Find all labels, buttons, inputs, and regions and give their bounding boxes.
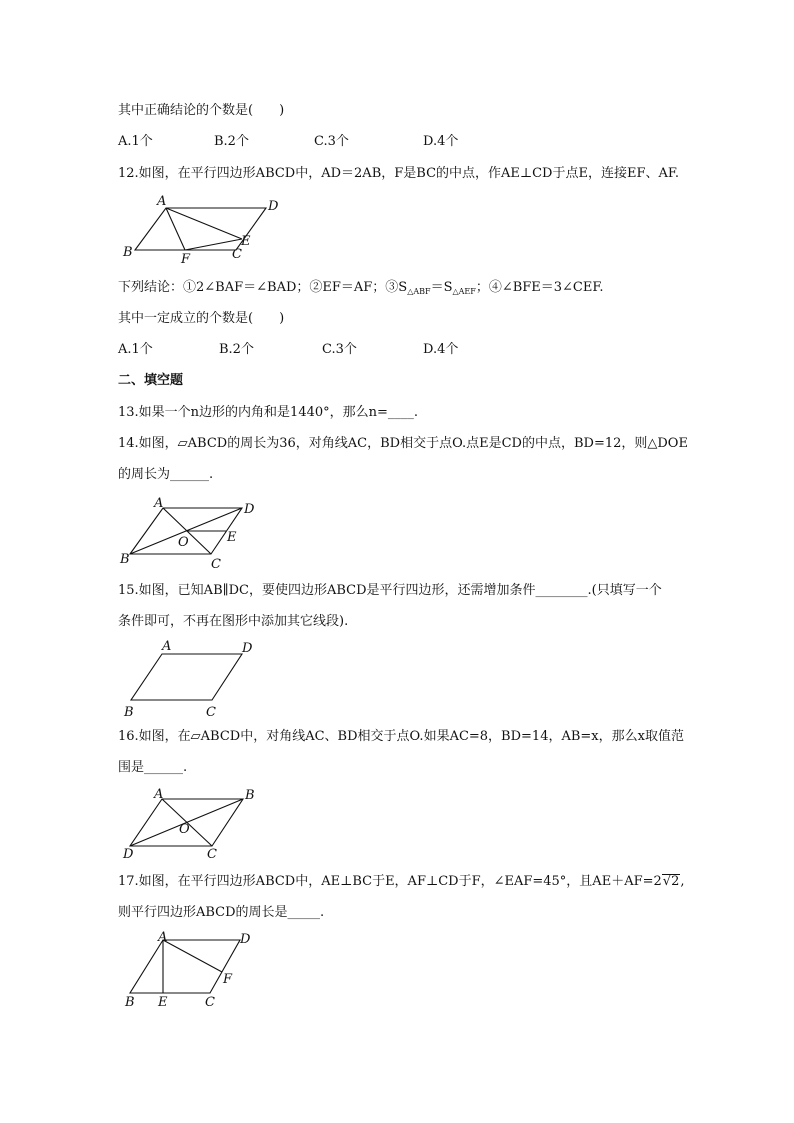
q15-figure (118, 640, 268, 720)
q12-stem2: 其中一定成立的个数是( ) (118, 311, 285, 326)
q12-conclusions-mid: ＝S (430, 280, 453, 295)
q16-line2: 围是______. (118, 760, 188, 775)
q17-label-b: B (125, 995, 135, 1010)
q15-label-b: B (124, 705, 134, 720)
q12-label-b: B (123, 245, 133, 260)
q17-line1 (118, 874, 684, 890)
q17-figure (118, 930, 268, 1010)
q13-stem: 13.如果一个n边形的内角和是1440°，那么n=____. (118, 405, 419, 420)
q12-conclusions (118, 280, 604, 300)
q15-line2: 条件即可，不再在图形中添加其它线段). (118, 614, 349, 629)
q12-label-f: F (181, 252, 191, 267)
q14-label-a: A (154, 496, 164, 511)
q16-label-o: O (179, 822, 190, 837)
q17-line1-end: , (680, 874, 685, 889)
q12-label-d: D (268, 199, 279, 214)
q15-label-d: D (242, 641, 253, 656)
q12-conclusions-end: ；④∠BFE＝3∠CEF. (475, 280, 604, 295)
q12-option-b: B.2个 (219, 342, 254, 357)
q17-segment-af (163, 940, 222, 972)
q11-option-c: C.3个 (314, 134, 349, 149)
q11-option-b: B.2个 (214, 134, 249, 149)
q15-label-c: C (206, 705, 216, 720)
q16-line1: 16.如图，在▱ABCD中，对角线AC、BD相交于点O.如果AC=8，BD=14，AB=x，那么x取值范 (118, 729, 684, 744)
q12-option-c: C.3个 (322, 342, 357, 357)
q14-label-c: C (211, 557, 221, 572)
q16-figure (118, 786, 268, 862)
q11-option-d: D.4个 (423, 134, 459, 149)
q12-figure (118, 192, 288, 267)
section-heading: 二、填空题 (118, 373, 184, 388)
q17-label-d: D (240, 932, 251, 947)
q12-option-a: A.1个 (118, 342, 153, 357)
q12-option-d: D.4个 (423, 342, 459, 357)
q15-line1: 15.如图，已知AB∥DC，要使四边形ABCD是平行四边形，还需增加条件________.(只填写一个 (118, 583, 662, 598)
q12-label-c: C (232, 247, 242, 262)
q14-figure (118, 496, 268, 572)
q17-label-a: A (158, 930, 168, 945)
q14-line1: 14.如图，▱ABCD的周长为36，对角线AC，BD相交于点O.点E是CD的中点，BD=12，则△DOE (118, 436, 688, 451)
q14-line2: 的周长为______. (118, 467, 214, 482)
q12-stem: 12.如图，在平行四边形ABCD中，AD＝2AB，F是BC的中点，作AE⊥CD于点E，连接EF、AF. (118, 166, 679, 181)
q16-label-a: A (154, 787, 164, 802)
q16-label-c: C (207, 847, 217, 862)
q17-label-e: E (158, 995, 168, 1010)
q12-subscript-abf: △ABF (407, 287, 431, 296)
q12-label-e: E (241, 234, 251, 249)
q14-label-e: E (227, 530, 237, 545)
q17-line1-text: 17.如图，在平行四边形ABCD中，AE⊥BC于E，AF⊥CD于F，∠EAF=45°，且AE＋AF=2 (118, 874, 662, 889)
q11-option-a: A.1个 (118, 134, 153, 149)
q14-label-b: B (120, 552, 130, 567)
q12-subscript-aef: △AEF (452, 287, 476, 296)
q17-label-f: F (223, 972, 233, 987)
q12-conclusions-text: 下列结论：①2∠BAF＝∠BAD；②EF＝AF；③S (118, 280, 408, 295)
q17-label-c: C (205, 995, 215, 1010)
q15-parallelogram (131, 654, 242, 700)
q17-radicand: 2 (671, 874, 680, 889)
q15-label-a: A (162, 639, 172, 654)
q14-label-o: O (178, 535, 189, 550)
q12-label-a: A (157, 194, 167, 209)
q11-stem: 其中正确结论的个数是( ) (118, 103, 285, 118)
q16-label-b: B (245, 788, 255, 803)
q17-line2: 则平行四边形ABCD的周长是_____. (118, 905, 325, 920)
q16-label-d: D (123, 847, 134, 862)
q14-label-d: D (244, 502, 255, 517)
q17-sqrt: √2 (662, 874, 680, 889)
